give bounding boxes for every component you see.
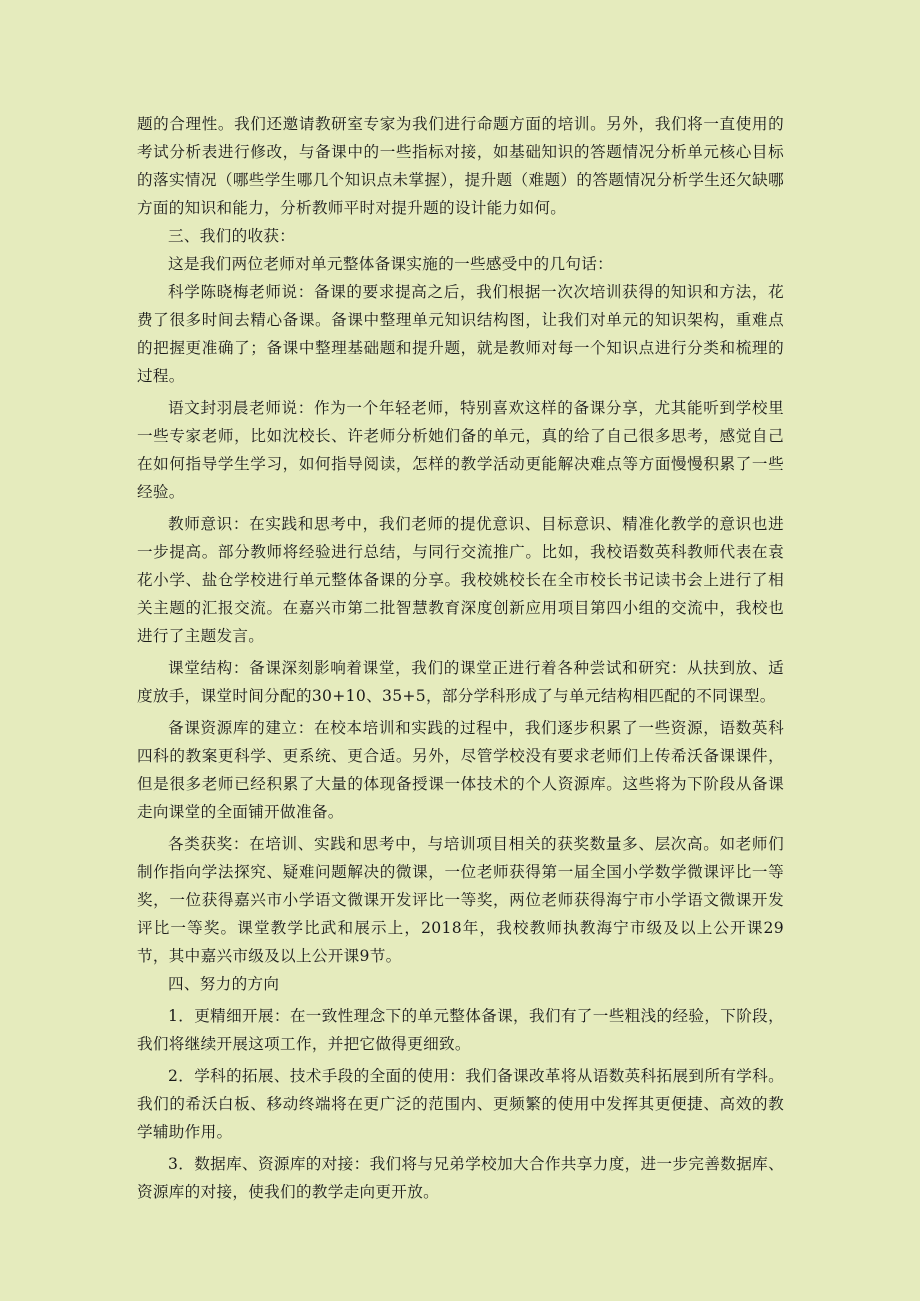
paragraph-resource-library: 备课资源库的建立：在校本培训和实践的过程中，我们逐步积累了一些资源，语数英科四科的教案更科学、更系统、更合适。另外，尽管学校没有要求老师们上传希沃备课课件，但是很多老师已经积累了大量的体现备授课一体技术的个人资源库。这些将为下阶段从备课走向课堂的全面铺开做准备。 <box>137 719 784 821</box>
paragraph-teacher-awareness: 教师意识：在实践和思考中，我们老师的提优意识、目标意识、精准化教学的意识也进一步提高。部分教师将经验进行总结，与同行交流推广。比如，我校语数英科教师代表在袁花小学、盐仓学校进行单元整体备课的分享。我校姚校长在全市校长书记读书会上进行了相关主题的汇报交流。在嘉兴市第二批智慧教育深度创新应用项目第四小组的交流中，我校也进行了主题发言。 <box>137 515 784 645</box>
paragraph-science-teacher-quote: 科学陈晓梅老师说：备课的要求提高之后，我们根据一次次培训获得的知识和方法，花费了很多时间去精心备课。备课中整理单元知识结构图，让我们对单元的知识架构，重难点的把握更准确了；备课中整理基础题和提升题，就是教师对每一个知识点进行分类和梳理的过程。 <box>137 283 784 385</box>
paragraph-classroom-structure: 课堂结构：备课深刻影响着课堂，我们的课堂正进行着各种尝试和研究：从扶到放、适度放手，课堂时间分配的30+10、35+5，部分学科形成了与单元结构相匹配的不同课型。 <box>137 659 784 705</box>
section-heading-gains: 三、我们的收获： <box>168 227 296 245</box>
section-heading-directions: 四、努力的方向 <box>168 975 280 993</box>
paragraph-direction-1: 1．更精细开展：在一致性理念下的单元整体备课，我们有了一些粗浅的经验，下阶段，我们将继续开展这项工作，并把它做得更细致。 <box>137 1007 784 1053</box>
paragraph-awards: 各类获奖：在培训、实践和思考中，与培训项目相关的获奖数量多、层次高。如老师们制作指向学法探究、疑难问题解决的微课，一位老师获得第一届全国小学数学微课评比一等奖，一位获得嘉兴市小学语文微课开发评比一等奖，两位老师获得海宁市小学语文微课开发评比一等奖。课堂教学比武和展示上，2018年，我校教师执教海宁市级及以上公开课29节，其中嘉兴市级及以上公开课9节。 <box>137 835 784 965</box>
document-body <box>137 110 784 1206</box>
paragraph-direction-3: 3．数据库、资源库的对接：我们将与兄弟学校加大合作共享力度，进一步完善数据库、资源库的对接，使我们的教学走向更开放。 <box>137 1155 784 1201</box>
paragraph-chinese-teacher-quote: 语文封羽晨老师说：作为一个年轻老师，特别喜欢这样的备课分享，尤其能听到学校里一些专家老师，比如沈校长、许老师分析她们备的单元，真的给了自己很多思考，感觉自己在如何指导学生学习，如何指导阅读，怎样的教学活动更能解决难点等方面慢慢积累了一些经验。 <box>137 399 784 501</box>
paragraph-direction-2: 2．学科的拓展、技术手段的全面的使用：我们备课改革将从语数英科拓展到所有学科。我们的希沃白板、移动终端将在更广泛的范围内、更频繁的使用中发挥其更便捷、高效的教学辅助作用。 <box>137 1067 784 1141</box>
paragraph-intro-quotes: 这是我们两位老师对单元整体备课实施的一些感受中的几句话： <box>168 255 614 273</box>
paragraph-assessment-reform: 题的合理性。我们还邀请教研室专家为我们进行命题方面的培训。另外，我们将一直使用的考试分析表进行修改，与备课中的一些指标对接，如基础知识的答题情况分析单元核心目标的落实情况（哪些学生哪几个知识点未掌握），提升题（难题）的答题情况分析学生还欠缺哪方面的知识和能力，分析教师平时对提升题的设计能力如何。 <box>137 115 784 217</box>
